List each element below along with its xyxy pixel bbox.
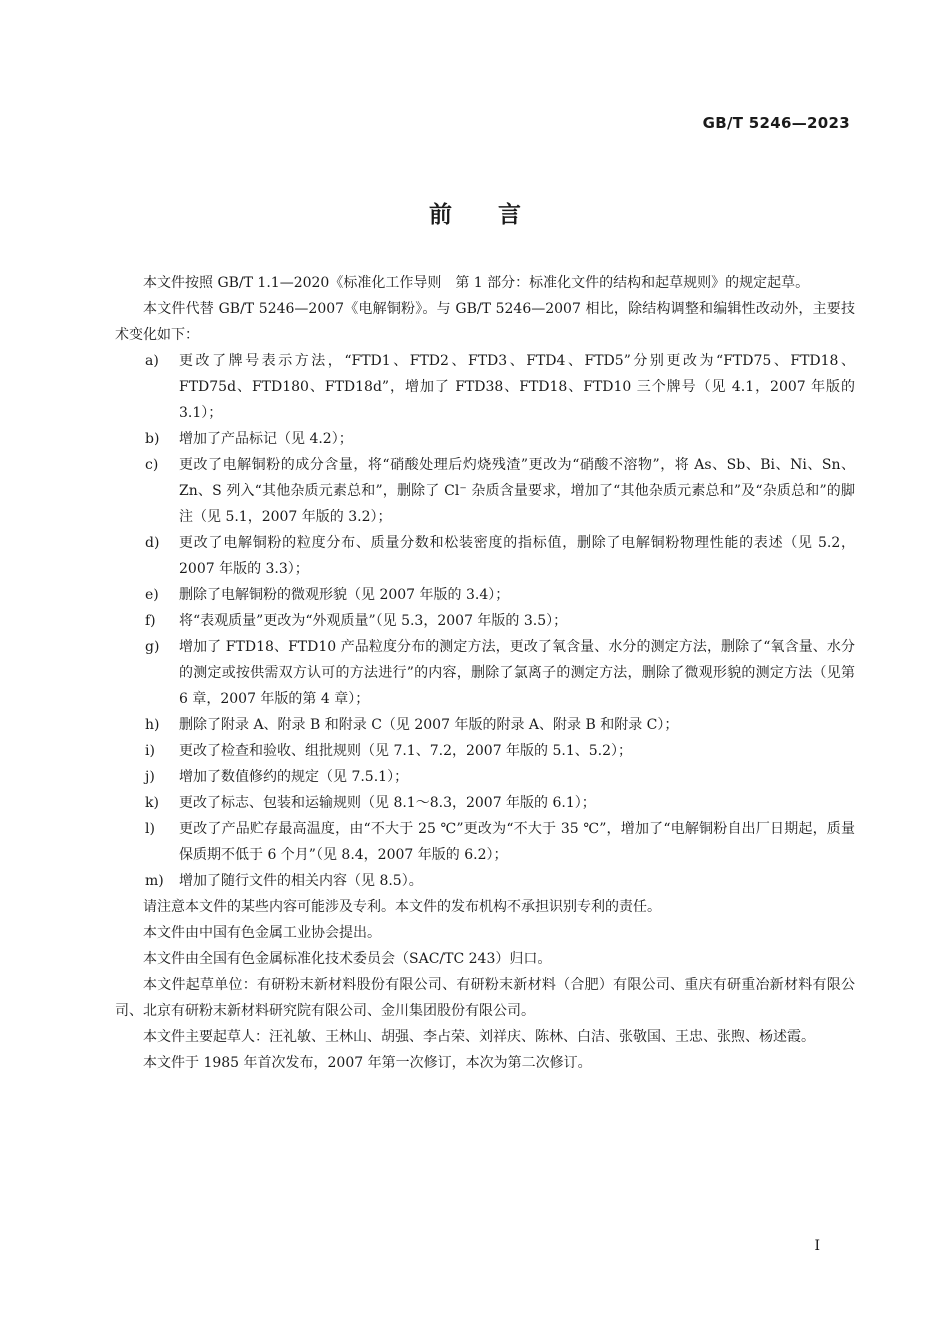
list-item-label: c) [145, 457, 159, 473]
list-item-text: 删除了电解铜粉的微观形貌（见 2007 年版的 3.4）； [179, 587, 510, 603]
list-item [115, 426, 855, 452]
list-item-text: 更改了电解铜粉的成分含量，将“硝酸处理后灼烧残渣”更改为“硝酸不溶物”，将 As、Sb、Bi、Ni、Sn、Zn、S 列入“其他杂质元素总和”，删除了 Cl⁻ 杂质含量要求，增加了“其他杂质元素总和”及“杂质总和”的脚注（见 5.1，2007 年版的 3.2）； [179, 457, 855, 525]
list-item-text: 更改了牌号表示方法，“FTD1、FTD2、FTD3、FTD4、FTD5”分别更改为“FTD75、FTD18、FTD75d、FTD180、FTD18d”，增加了 FTD38、FTD18、FTD10 三个牌号（见 4.1，2007 年版的 3.1）； [179, 353, 855, 421]
document-body [115, 270, 855, 1076]
list-item [115, 348, 855, 426]
list-item [115, 764, 855, 790]
list-item-label: a) [145, 353, 159, 369]
list-item-label: j) [145, 769, 155, 785]
list-item [115, 608, 855, 634]
list-item-text: 增加了 FTD18、FTD10 产品粒度分布的测定方法，更改了氧含量、水分的测定方法，删除了“氧含量、水分的测定或按供需双方认可的方法进行”的内容，删除了氯离子的测定方法，删除了微观形貌的测定方法（见第 6 章，2007 年版的第 4 章）； [179, 639, 855, 707]
list-item-text: 删除了附录 A、附录 B 和附录 C（见 2007 年版的附录 A、附录 B 和附录 C）； [179, 717, 679, 733]
list-item-label: k) [145, 795, 159, 811]
list-item-text: 更改了检查和验收、组批规则（见 7.1、7.2，2007 年版的 5.1、5.2）； [179, 743, 633, 759]
publication-history: 本文件于 1985 年首次发布，2007 年第一次修订，本次为第二次修订。 [143, 1055, 592, 1071]
changes-list [115, 348, 855, 894]
list-item [115, 868, 855, 894]
list-item-text: 增加了数值修约的规定（见 7.5.1）； [179, 769, 409, 785]
intro-paragraph: 本文件代替 GB/T 5246—2007《电解铜粉》。与 GB/T 5246—2007 相比，除结构调整和编辑性改动外，主要技术变化如下： [115, 301, 855, 343]
list-item-label: i) [145, 743, 155, 759]
drafters: 本文件主要起草人：汪礼敏、王林山、胡强、李占荣、刘祥庆、陈林、白洁、张敬国、王忠、张煦、杨述霞。 [143, 1029, 815, 1045]
list-item [115, 712, 855, 738]
list-item [115, 634, 855, 712]
list-item-text: 将“表观质量”更改为“外观质量”（见 5.3，2007 年版的 3.5）； [179, 613, 568, 629]
page-number: I [814, 1238, 820, 1254]
list-item-text: 更改了产品贮存最高温度，由“不大于 25 ℃”更改为“不大于 35 ℃”，增加了“电解铜粉自出厂日期起，质量保质期不低于 6 个月”（见 8.4，2007 年版的 6.2）； [179, 821, 855, 863]
list-item [115, 530, 855, 582]
list-item [115, 816, 855, 868]
list-item-text: 更改了电解铜粉的粒度分布、质量分数和松装密度的指标值，删除了电解铜粉物理性能的表述（见 5.2，2007 年版的 3.3）； [179, 535, 855, 577]
list-item-label: e) [145, 587, 159, 603]
list-item-label: g) [145, 639, 160, 655]
page-title: 前言 [429, 202, 567, 228]
list-item-label: f) [145, 613, 156, 629]
proposer-statement: 本文件由中国有色金属工业协会提出。 [143, 925, 381, 941]
patent-notice: 请注意本文件的某些内容可能涉及专利。本文件的发布机构不承担识别专利的责任。 [143, 899, 661, 915]
list-item-label: l) [145, 821, 155, 837]
list-item [115, 582, 855, 608]
list-item-text: 更改了标志、包装和运输规则（见 8.1～8.3，2007 年版的 6.1）； [179, 795, 596, 811]
list-item [115, 790, 855, 816]
drafting-units: 本文件起草单位：有研粉末新材料股份有限公司、有研粉末新材料（合肥）有限公司、重庆有研重冶新材料有限公司、北京有研粉末新材料研究院有限公司、金川集团股份有限公司。 [115, 977, 855, 1019]
intro-paragraph: 本文件按照 GB/T 1.1—2020《标准化工作导则 第 1 部分：标准化文件的结构和起草规则》的规定起草。 [143, 275, 810, 291]
list-item-label: m) [145, 873, 164, 889]
list-item [115, 452, 855, 530]
list-item-text: 增加了随行文件的相关内容（见 8.5）。 [179, 873, 423, 889]
list-item-label: b) [145, 431, 160, 447]
standard-code: GB/T 5246—2023 [702, 114, 850, 132]
list-item [115, 738, 855, 764]
list-item-text: 增加了产品标记（见 4.2）； [179, 431, 353, 447]
committee-statement: 本文件由全国有色金属标准化技术委员会（SAC/TC 243）归口。 [143, 951, 552, 967]
list-item-label: h) [145, 717, 160, 733]
list-item-label: d) [145, 535, 160, 551]
